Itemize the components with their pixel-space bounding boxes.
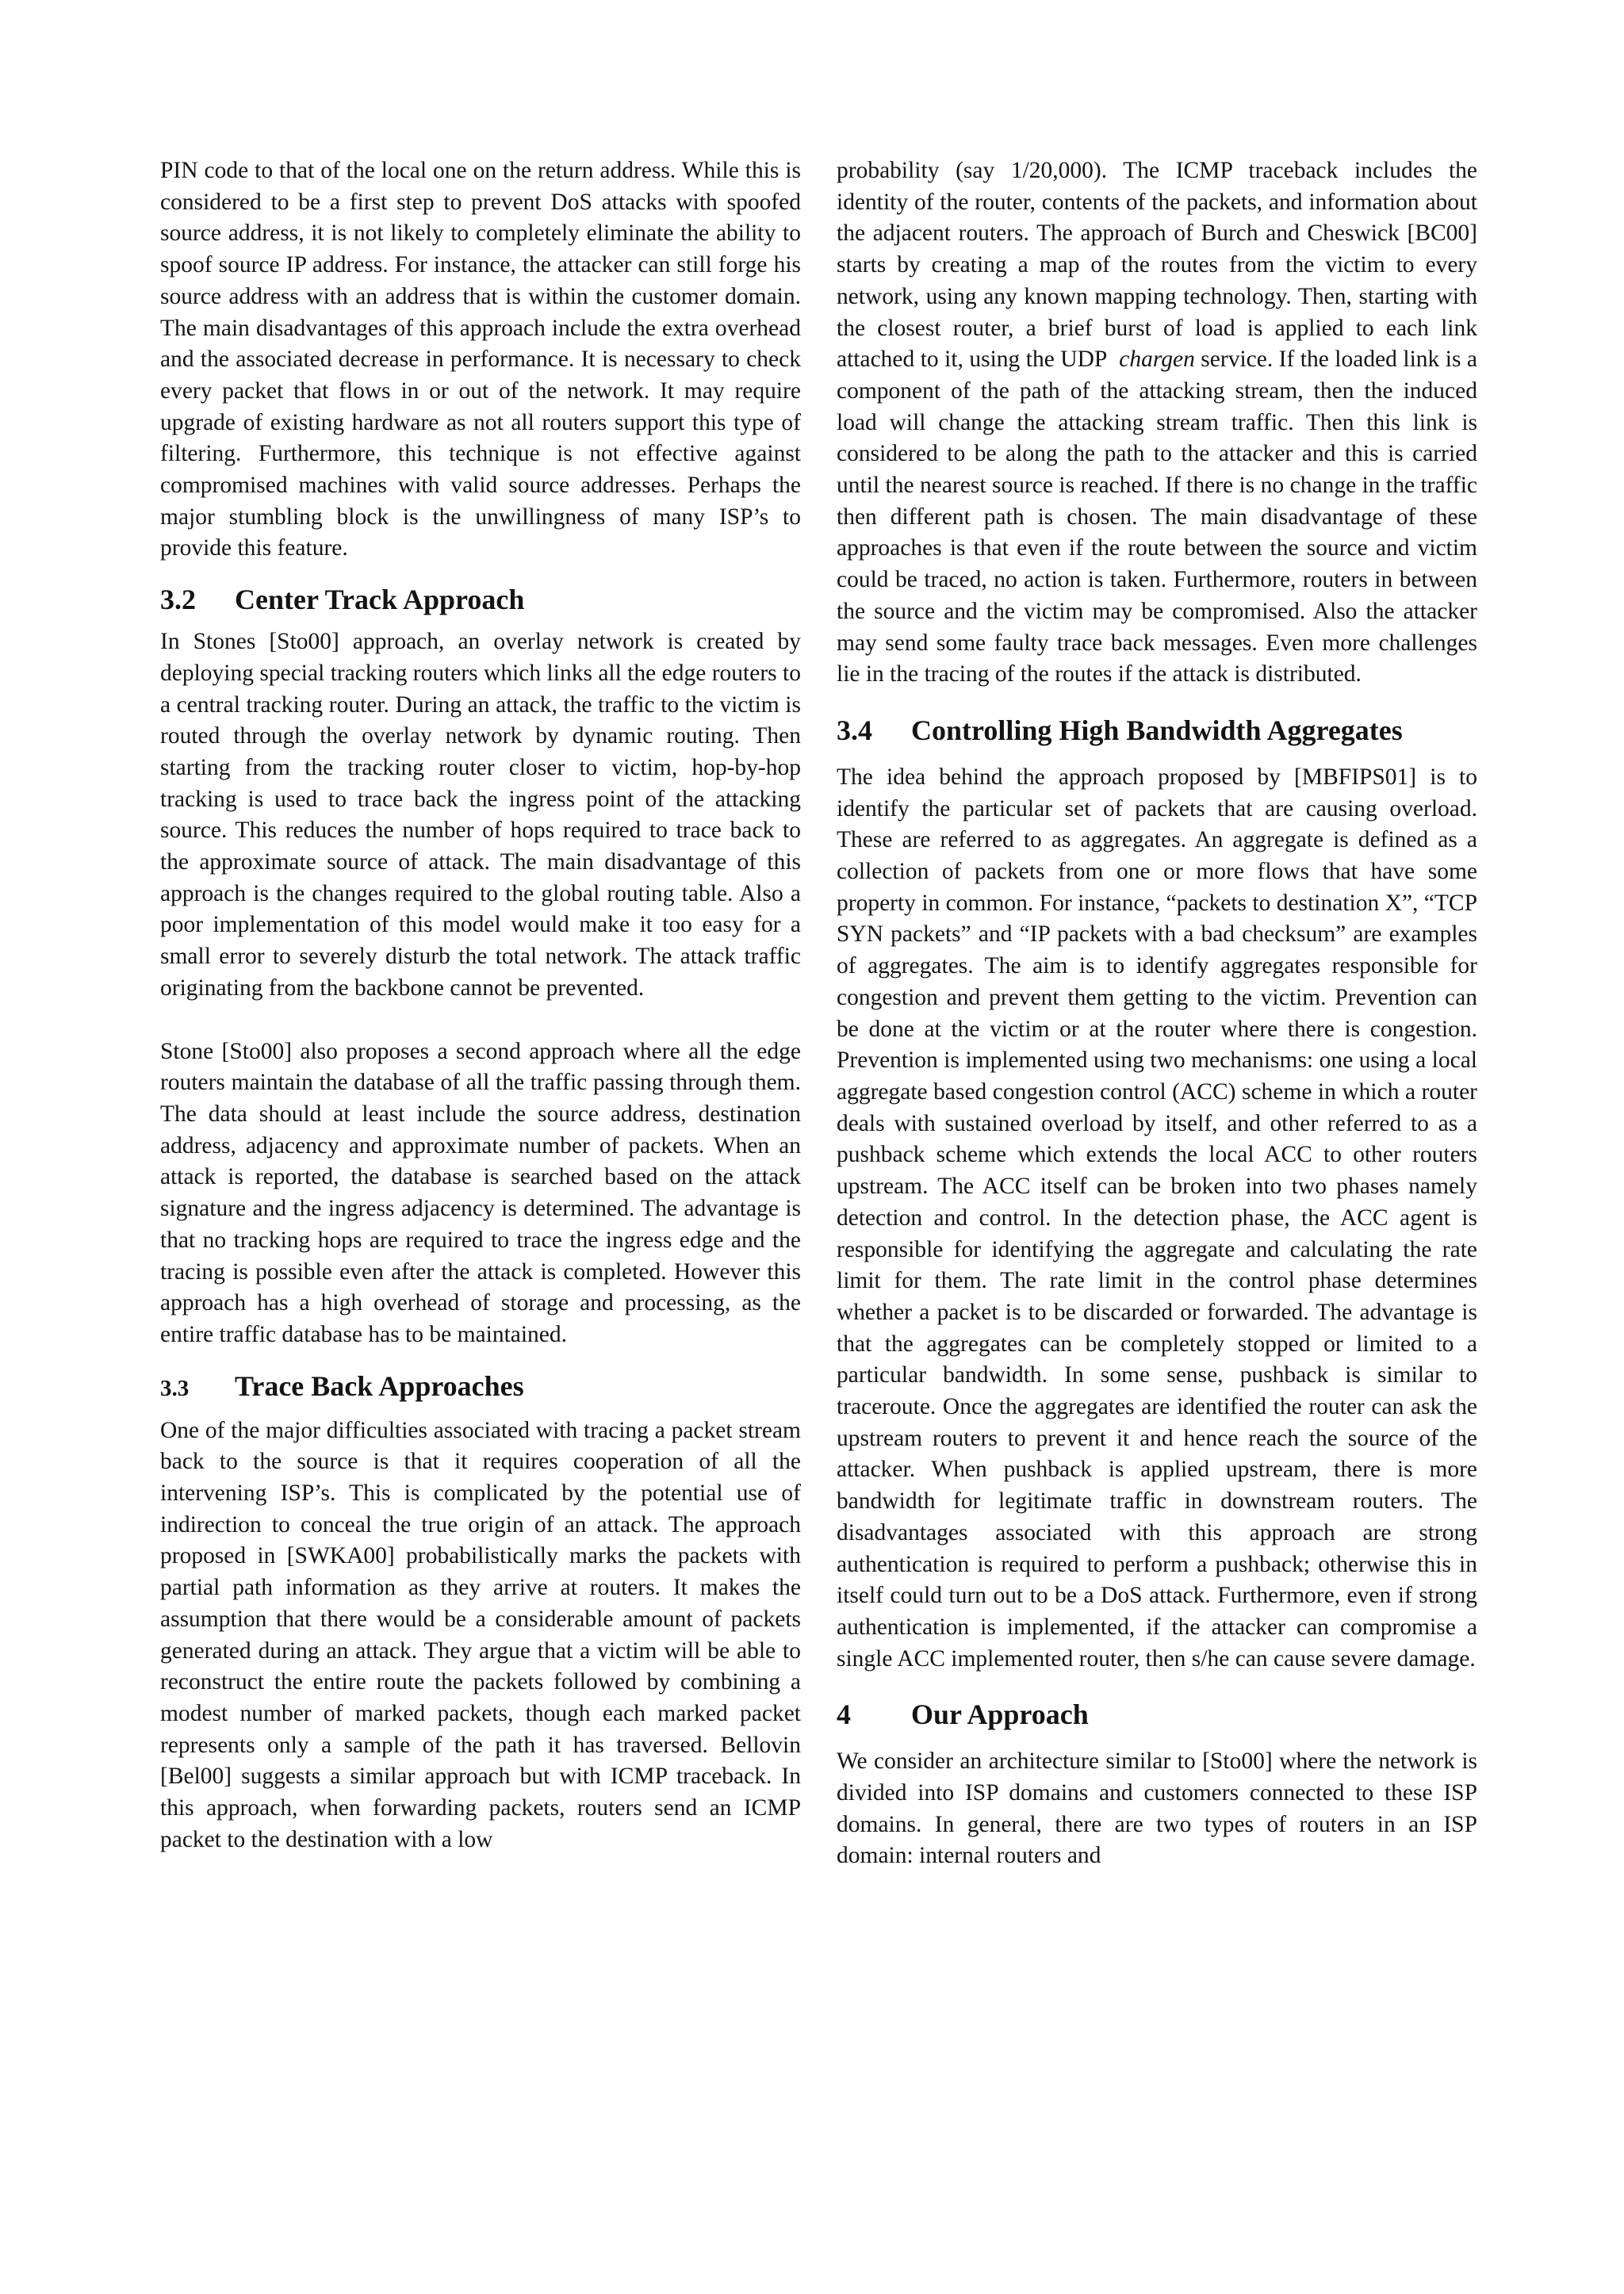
section-4-paragraph-1: We consider an architecture similar to [Sto00] where the network is divided into ISP domains and customers connected to these ISP domains. In general, there are two types of routers in an ISP domain: internal routers and [837,1748,1477,1869]
section-3-2-heading [160,582,801,617]
section-3-3-number: 3.3 [160,1375,190,1401]
continuation-text-before: probability (say 1/20,000). The ICMP traceback includes the identity of the router, contents of the packets, and information about the adjacent routers. The approach of Burch and Cheswick [BC00] starts by creating a map of the routes from the victim to every network, using any known mapping technology. Then, starting with the closest router, a brief burst of load is applied to each link attached to it, using the UDP [837,158,1477,373]
section-3-4-paragraph-1: The idea behind the approach proposed by [MBFIPS01] is to identify the particular set of packets that are causing overload. These are referred to as aggregates. An aggregate is defined as a collection of packets from one or more flows that have some property in common. For instance, “packets to destination X”, “TCP SYN packets” and “IP packets with a bad checksum” are examples of aggregates. The aim is to identify aggregates responsible for congestion and prevent them getting to the victim. Prevention can be done at the victim or at the router where there is congestion. Prevention is implemented using two mechanisms: one using a local aggregate based congestion control (ACC) scheme in which a router deals with sustained overload by itself, and other referred to as a pushback scheme which extends the local ACC to other routers upstream. The ACC itself can be broken into two phases namely detection and control. In the detection phase, the ACC agent is responsible for identifying the aggregate and calculating the rate limit for them. The rate limit in the control phase determines whether a packet is to be discarded or forwarded. The advantage is that the aggregates can be completely stopped or limited to a particular bandwidth. In some sense, pushback is similar to traceroute. Once the aggregates are identified the router can ask the upstream routers to prevent it and hence reach the source of the attacker. When pushback is applied upstream, there is more bandwidth for legitimate traffic in downstream routers. The disadvantages associated with this approach are strong authentication is required to perform a pushback; otherwise this in itself could turn out to be a DoS attack. Furthermore, even if strong authentication is implemented, if the attacker can compromise a single ACC implemented router, then s/he can cause severe damage. [837,764,1477,1672]
section-4-number: 4 [837,1698,851,1731]
section-3-4-title: Controlling High Bandwidth Aggregates [911,714,1403,746]
chargen-term: chargen [1119,347,1195,373]
section-3-4-heading [837,713,1477,748]
continuation-paragraph [837,155,1477,691]
section-4-title: Our Approach [911,1698,1089,1731]
section-3-2-number: 3.2 [160,584,196,616]
section-3-4-number: 3.4 [837,714,872,746]
section-4 [837,1697,1477,1872]
left-column [160,155,801,1855]
section-3-3-heading [160,1369,801,1406]
section-3-2-paragraph-1: In Stones [Sto00] approach, an overlay network is created by deploying special tracking routers which links all the edge routers to a central tracking router. During an attack, the traffic to the victim is routed through the overlay network by dynamic routing. Then starting from the tracking router closer to victim, hop-by-hop tracking is used to trace back the ingress point of the attacking source. This reduces the number of hops required to trace back to the approximate source of attack. The main disadvantage of this approach is the changes required to the global routing table. Also a poor implementation of this model would make it too easy for a small error to severely disturb the total network. The attack traffic originating from the backbone cannot be prevented. [160,629,801,1001]
section-3-2 [160,582,801,1350]
right-column [837,155,1477,1872]
section-3-2-paragraph-2: Stone [Sto00] also proposes a second approach where all the edge routers maintain the database of all the traffic passing through them. The data should at least include the source address, destination address, adjacency and approximate number of packets. When an attack is reported, the database is searched based on the attack signature and the ingress adjacency is determined. The advantage is that no tracking hops are required to trace the ingress edge and the tracing is possible even after the attack is completed. However this approach has a high overhead of storage and processing, as the entire traffic database has to be maintained. [160,1038,801,1347]
continuation-text-after: service. If the loaded link is a component of the path of the attacking stream, then the induced load will change the attacking stream traffic. Then this link is considered to be along the path to the attacker and this is carried until the nearest source is reached. If there is no change in the traffic then different path is chosen. The main disadvantage of these approaches is that even if the route between the source and victim could be traced, no action is taken. Furthermore, routers in between the source and the victim may be compromised. Also the attacker may send some faulty trace back messages. Even more challenges lie in the tracing of the routes if the attack is distributed. [837,347,1477,687]
section-3-3 [160,1369,801,1856]
section-3-3-paragraph-1: One of the major difficulties associated with tracing a packet stream back to the source is that it requires cooperation of all the intervening ISP’s. This is complicated by the potential use of indirection to conceal the true origin of an attack. The approach proposed in [SWKA00] probabilistically marks the packets with partial path information as they arrive at routers. It makes the assumption that there would be a considerable amount of packets generated during an attack. They argue that a victim will be able to reconstruct the entire route the packets followed by combining a modest number of marked packets, though each marked packet represents only a sample of the path it has traversed. Bellovin [Bel00] suggests a similar approach but with ICMP traceback. In this approach, when forwarding packets, routers send an ICMP packet to the destination with a low [160,1417,801,1852]
section-3-2-title: Center Track Approach [235,584,525,616]
intro-paragraph: PIN code to that of the local one on the return address. While this is considered to be a first step to prevent DoS attacks with spoofed source address, it is not likely to completely eliminate the ability to spoof source IP address. For instance, the attacker can still forge his source address with an address that is within the customer domain. The main disadvantages of this approach include the extra overhead and the associated decrease in performance. It is necessary to check every packet that flows in or out of the network. It may require upgrade of existing hardware as not all routers support this type of filtering. Furthermore, this technique is not effective against compromised machines with valid source addresses. Perhaps the major stumbling block is the unwillingness of many ISP’s to provide this feature. [160,158,801,561]
section-3-3-title: Trace Back Approaches [235,1369,524,1402]
section-4-heading [837,1697,1477,1732]
section-3-4 [837,713,1477,1675]
